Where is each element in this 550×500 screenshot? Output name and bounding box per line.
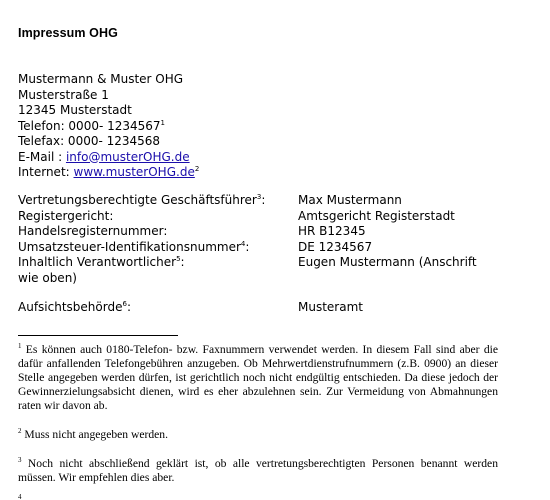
- footnote-text: Muss nicht angegeben werden.: [21, 428, 168, 441]
- label-text: Vertretungsberechtigte Geschäftsführer: [18, 193, 257, 207]
- email-link[interactable]: info@musterOHG.de: [65, 149, 190, 164]
- footnote-ref[interactable]: 1: [160, 118, 166, 127]
- footnote-number: 1: [18, 342, 22, 350]
- label-text: Umsatzsteuer-Identifikationsnummer: [18, 239, 241, 254]
- page-title: Impressum OHG: [18, 26, 118, 40]
- footnote-ref[interactable]: 4: [240, 239, 246, 248]
- register-value: Max Mustermann: [298, 193, 402, 207]
- footnote-ref[interactable]: 2: [194, 165, 200, 173]
- register-row: [18, 209, 498, 225]
- city: 12345 Musterstadt: [18, 103, 132, 117]
- footnote: [18, 494, 498, 500]
- footnote: [18, 343, 498, 413]
- internet-line: [18, 165, 199, 181]
- email-line: [18, 150, 199, 166]
- label-text: Aufsichtsbehörde: [18, 300, 123, 314]
- footnote-number: 4: [18, 494, 22, 500]
- footnote-separator: [18, 335, 178, 336]
- register-row: [18, 224, 498, 240]
- register-label: [18, 255, 298, 271]
- register-label: [18, 300, 298, 316]
- register-row: [18, 240, 498, 256]
- register-label: [18, 224, 298, 240]
- website-link[interactable]: www.musterOHG.de: [73, 165, 195, 179]
- fax-line: Telefax: 0000- 1234568: [18, 134, 161, 148]
- register-label: [18, 240, 298, 256]
- street: Musterstraße 1: [18, 87, 109, 102]
- register-value: HR B12345: [298, 224, 366, 238]
- footnote-number: 2: [18, 427, 22, 435]
- label-suffix: :: [261, 193, 266, 207]
- label-suffix: :: [245, 239, 250, 254]
- register-row: [18, 255, 498, 271]
- internet-label: Internet:: [18, 165, 74, 179]
- register-info: [18, 193, 498, 286]
- footnote-ref[interactable]: 5: [176, 255, 181, 263]
- footnote-number: 3: [18, 456, 22, 464]
- footnote-ref[interactable]: 3: [256, 193, 262, 201]
- phone-text: Telefon: 0000- 1234567: [18, 118, 161, 133]
- footnote-text: Es können auch 0180-Telefon- bzw. Faxnummern verwendet werden. In diesem Fall sind aber die dafür anfallenden Telefongebühren anzugeben. Ob Mehrwertdienstrufnummern (z.B. 0900) an dieser Stelle angegeben werden dürfen, ist gerichtlich noch nicht endgültig entschieden. Da diese jedoch der Gewinnerzielungsabsicht dienen, wird es eher abzulehnen sein. Zur Vermeidung von Abmahnungen raten wir davon ab.: [18, 343, 498, 412]
- label-text: Inhaltlich Verantwortlicher: [18, 255, 177, 269]
- label-text: Registergericht:: [18, 208, 114, 223]
- register-row-continuation: [18, 271, 498, 287]
- footnote-ref[interactable]: 6: [122, 300, 127, 308]
- register-value: DE 1234567: [298, 239, 373, 254]
- footnote: [18, 457, 498, 485]
- email-label: E-Mail :: [18, 149, 66, 164]
- register-value: Musteramt: [298, 300, 363, 314]
- register-value: Amtsgericht Registerstadt: [298, 208, 455, 223]
- company-name: Mustermann & Muster OHG: [18, 72, 184, 86]
- register-row: [18, 193, 498, 209]
- label-suffix: :: [180, 255, 185, 269]
- register-label-continued: wie oben): [18, 270, 77, 285]
- register-value: Eugen Mustermann (Anschrift: [298, 255, 477, 269]
- footnote: [18, 428, 498, 442]
- supervisory-authority: [18, 300, 498, 316]
- footnote-text: Noch nicht abschließend geklärt ist, ob alle vertretungsberechtigten Personen benannt werden müssen. Wir empfehlen dies aber.: [18, 457, 498, 484]
- register-label: [18, 209, 298, 225]
- register-label: [18, 193, 298, 209]
- label-suffix: :: [126, 300, 131, 314]
- label-text: Handelsregisternummer:: [18, 224, 168, 238]
- phone-line: [18, 119, 199, 135]
- address-block: [18, 72, 199, 181]
